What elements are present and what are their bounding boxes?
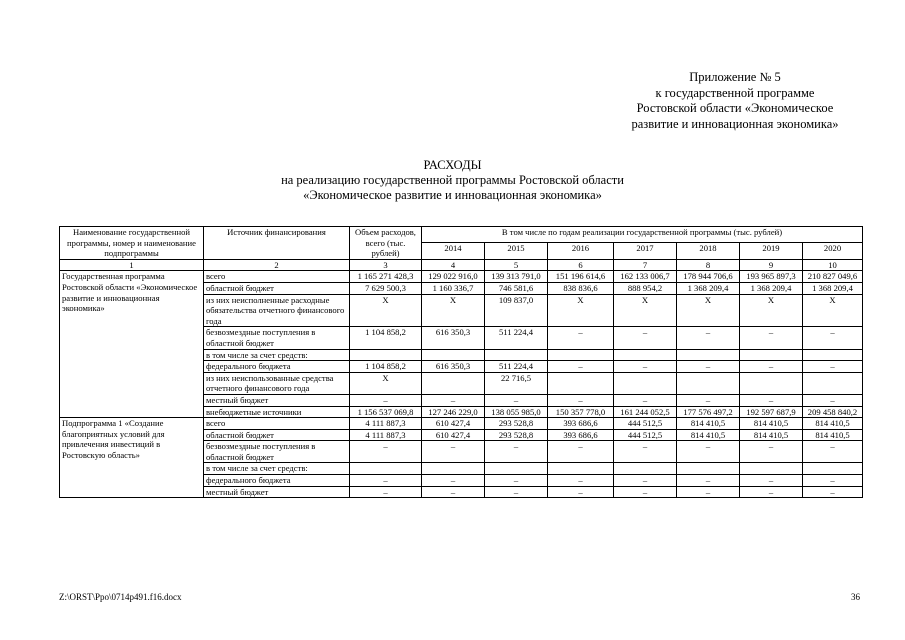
total-value [350,463,422,475]
year-value: – [614,361,677,373]
year-value [803,372,863,394]
year-value: – [677,441,740,463]
year-value [548,463,614,475]
year-value: 393 686,6 [548,429,614,441]
year-value: – [548,441,614,463]
total-value: X [350,294,422,327]
year-value: – [740,475,803,487]
column-number: 8 [677,259,740,271]
year-value: X [803,294,863,327]
year-value: 616 350,3 [422,327,485,349]
year-value [548,372,614,394]
year-value: – [485,441,548,463]
header-year: 2020 [803,243,863,259]
year-value: – [422,441,485,463]
year-value: – [614,486,677,498]
funding-source: федерального бюджета [204,475,350,487]
funding-source: безвозмездные поступления в областной бюджет [204,327,350,349]
year-value: 193 965 897,3 [740,271,803,283]
year-value: – [803,441,863,463]
year-value [740,463,803,475]
year-value [548,349,614,361]
year-value: 192 597 687,9 [740,406,803,418]
year-value: 22 716,5 [485,372,548,394]
year-value: 814 410,5 [740,418,803,430]
year-value: 610 427,4 [422,418,485,430]
year-value: – [677,394,740,406]
program-name: Государственная программа Ростовской области «Экономическое развитие и инновационная экономика» [60,271,204,418]
year-value [740,349,803,361]
year-value: – [548,475,614,487]
year-value: – [614,327,677,349]
year-value [677,372,740,394]
year-value: 1 368 209,4 [740,282,803,294]
funding-source: федерального бюджета [204,361,350,373]
year-value: 150 357 778,0 [548,406,614,418]
year-value [614,463,677,475]
document-title [0,158,905,203]
year-value: 814 410,5 [677,429,740,441]
total-value: 1 165 271 428,3 [350,271,422,283]
year-value: – [677,475,740,487]
total-value: – [350,394,422,406]
year-value: – [614,475,677,487]
appendix-line: к государственной программе [655,85,815,100]
year-value: – [677,327,740,349]
title-line: «Экономическое развитие и инновационная экономика» [303,188,602,202]
header-year: 2017 [614,243,677,259]
total-value: 4 111 887,3 [350,429,422,441]
column-number: 9 [740,259,803,271]
year-value [803,463,863,475]
year-value: – [677,486,740,498]
funding-source: в том числе за счет средств: [204,349,350,361]
table-row [60,271,863,283]
year-value: 610 427,4 [422,429,485,441]
expenses-table [59,226,863,498]
total-value: 4 111 887,3 [350,418,422,430]
column-number: 6 [548,259,614,271]
column-number: 2 [204,259,350,271]
year-value: 129 022 916,0 [422,271,485,283]
appendix-line: Ростовской области «Экономическое [636,101,834,115]
header-by-years: В том числе по годам реализации государственной программы (тыс. рублей) [422,227,863,243]
funding-source: внебюджетные источники [204,406,350,418]
funding-source: всего [204,418,350,430]
total-value: – [350,441,422,463]
year-value: X [677,294,740,327]
total-value: 1 156 537 069,8 [350,406,422,418]
header-year: 2016 [548,243,614,259]
year-value: – [422,486,485,498]
year-value: 1 368 209,4 [803,282,863,294]
year-value: 888 954,2 [614,282,677,294]
year-value: – [803,475,863,487]
header-name: Наименование государственной программы, номер и наименование подпрограммы [60,227,204,260]
year-value: 127 246 229,0 [422,406,485,418]
column-number: 5 [485,259,548,271]
total-value: X [350,372,422,394]
year-value: – [548,486,614,498]
header-source: Источник финансирования [204,227,350,260]
appendix-header [590,70,880,132]
year-value [740,372,803,394]
year-value: – [740,394,803,406]
year-value [614,349,677,361]
year-value: – [803,394,863,406]
funding-source: местный бюджет [204,394,350,406]
year-value: 209 458 840,2 [803,406,863,418]
column-number: 4 [422,259,485,271]
total-value [350,349,422,361]
page-number: 36 [851,592,860,602]
year-value [614,372,677,394]
funding-source: областной бюджет [204,429,350,441]
year-value: 151 196 614,6 [548,271,614,283]
year-value: 511 224,4 [485,327,548,349]
header-year: 2019 [740,243,803,259]
year-value: – [485,394,548,406]
table-row [60,418,863,430]
year-value: X [740,294,803,327]
year-value: – [803,361,863,373]
year-value: 444 512,5 [614,429,677,441]
year-value: 814 410,5 [803,429,863,441]
year-value: – [614,394,677,406]
funding-source: безвозмездные поступления в областной бюджет [204,441,350,463]
total-value: 1 104 858,2 [350,361,422,373]
year-value: – [422,394,485,406]
year-value [485,349,548,361]
footer-file-path: Z:\ORST\Ppo\0714p491.f16.docx [59,592,182,602]
year-value: – [548,394,614,406]
year-value: – [803,327,863,349]
year-value: – [740,361,803,373]
appendix-line: развитие и инновационная экономика» [631,116,839,131]
year-value: – [740,327,803,349]
year-value: – [485,486,548,498]
year-value: 161 244 052,5 [614,406,677,418]
total-value: 7 629 500,3 [350,282,422,294]
year-value [422,372,485,394]
year-value: 511 224,4 [485,361,548,373]
year-value: 1 368 209,4 [677,282,740,294]
header-year: 2018 [677,243,740,259]
year-value: – [803,486,863,498]
year-value: 616 350,3 [422,361,485,373]
column-number: 7 [614,259,677,271]
subprogram-name: Подпрограмма 1 «Создание благоприятных условий для привлечения инвестиций в Ростовскую область» [60,418,204,498]
funding-source: областной бюджет [204,282,350,294]
column-number: 1 [60,259,204,271]
year-value: X [614,294,677,327]
year-value: X [548,294,614,327]
year-value [677,349,740,361]
funding-source: в том числе за счет средств: [204,463,350,475]
funding-source: из них неисполненные расходные обязательства отчетного финансового года [204,294,350,327]
year-value: – [422,475,485,487]
year-value: – [548,361,614,373]
year-value [803,349,863,361]
year-value: 814 410,5 [803,418,863,430]
year-value: 177 576 497,2 [677,406,740,418]
year-value: 178 944 706,6 [677,271,740,283]
year-value: 814 410,5 [677,418,740,430]
funding-source: из них неиспользованные средства отчетного финансового года [204,372,350,394]
year-value: 138 055 985,0 [485,406,548,418]
year-value: 393 686,6 [548,418,614,430]
year-value: 162 133 006,7 [614,271,677,283]
total-value: 1 104 858,2 [350,327,422,349]
year-value: 139 313 791,0 [485,271,548,283]
funding-source: местный бюджет [204,486,350,498]
year-value [677,463,740,475]
year-value [485,463,548,475]
year-value: 293 528,8 [485,429,548,441]
funding-source: всего [204,271,350,283]
column-number: 10 [803,259,863,271]
appendix-line: Приложение № 5 [689,70,781,84]
year-value: – [614,441,677,463]
total-value: – [350,486,422,498]
year-value: 1 160 336,7 [422,282,485,294]
year-value: – [485,475,548,487]
title-line: РАСХОДЫ [423,158,482,172]
year-value: 838 836,6 [548,282,614,294]
header-year: 2014 [422,243,485,259]
column-number: 3 [350,259,422,271]
year-value: – [548,327,614,349]
title-line: на реализацию государственной программы Ростовской области [281,173,624,187]
total-value: – [350,475,422,487]
year-value: 444 512,5 [614,418,677,430]
year-value: 814 410,5 [740,429,803,441]
year-value: – [740,441,803,463]
header-year: 2015 [485,243,548,259]
year-value [422,349,485,361]
year-value: – [677,361,740,373]
year-value: 293 528,8 [485,418,548,430]
year-value: X [422,294,485,327]
year-value: 210 827 049,6 [803,271,863,283]
year-value: 109 837,0 [485,294,548,327]
year-value: – [740,486,803,498]
year-value [422,463,485,475]
year-value: 746 581,6 [485,282,548,294]
header-total: Объем расходов, всего (тыс. рублей) [350,227,422,260]
